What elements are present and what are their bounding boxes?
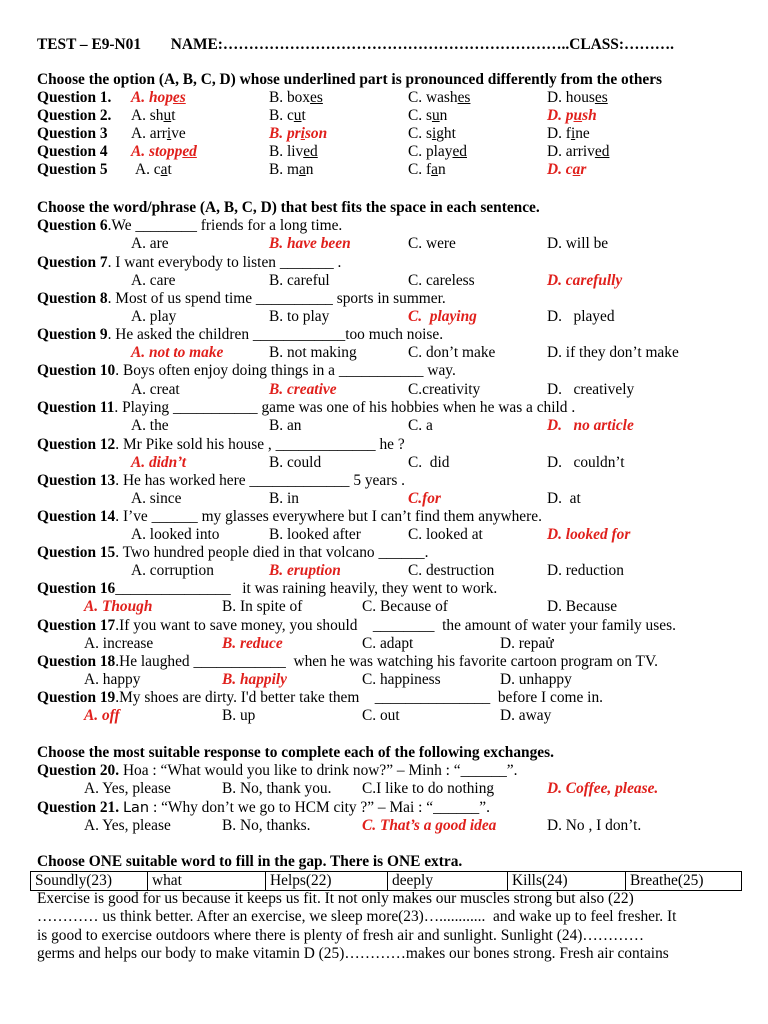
question-9: Question 9. He asked the children ____________too much noise. [37,326,444,343]
q15-option-d: D. reduction [547,562,624,579]
q3-option-c: C. sight [408,125,456,142]
q5-option-a: A. cat [135,161,172,178]
q21-option-b: B. No, thanks. [222,817,311,834]
q6-option-d: D. will be [547,235,609,252]
q6-option-c: C. were [408,235,456,252]
q1-option-c: C. washes [408,89,471,106]
word-box [30,871,742,891]
q3-option-b: B. prison [269,125,328,142]
q15-option-a: A. corruption [131,562,214,579]
test-code: TEST – E9-N01 [37,36,142,53]
q17-option-d: D. repaử [500,635,554,652]
q13-option-d: D. at [547,490,581,507]
q8-option-c: C. playing [408,308,477,325]
q2-option-c: C. sun [408,107,448,124]
q13-option-a: A. since [131,490,182,507]
q13-option-c: C.for [408,490,441,507]
word-box-cell: Helps(22) [266,872,388,891]
q7-option-a: A. care [131,272,176,289]
q20-option-a: A. Yes, please [84,780,171,797]
question-13: Question 13. He has worked here _____________ 5 years . [37,472,406,489]
question-11: Question 11. Playing ___________ game was one of his hobbies when he was a child . [37,399,576,416]
q16-option-d: D. Because [547,598,618,615]
word-box-cell: deeply [388,872,508,891]
q6-option-a: A. are [131,235,169,252]
q16-option-c: C. Because of [362,598,448,615]
passage-line: ………… us think better. After an exercise, we sleep more(23)…............ and wake up to feel fresher. It [37,908,677,926]
q8-option-b: B. to play [269,308,330,325]
q4-option-a: A. stopped [131,143,197,160]
q11-option-c: C. a [408,417,433,434]
q15-option-c: C. destruction [408,562,495,579]
q10-option-c: C.creativity [408,381,481,398]
section1-instruction: Choose the option (A, B, C, D) whose underlined part is pronounced differently from the others [37,71,663,88]
q9-option-c: C. don’t make [408,344,496,361]
q17-option-a: A. increase [84,635,154,652]
q9-option-b: B. not making [269,344,357,361]
q21-option-a: A. Yes, please [84,817,171,834]
q11-option-a: A. the [131,417,169,434]
q20-option-c: C.I like to do nothing [362,780,495,797]
q1-option-d: D. houses [547,89,608,106]
class-field: CLASS:………. [569,36,674,53]
q1-option-b: B. boxes [269,89,323,106]
q10-option-d: D. creatively [547,381,635,398]
q3-option-a: A. arrive [131,125,186,142]
question-14: Question 14. I’ve ______ my glasses everywhere but I can’t find them anywhere. [37,508,542,525]
q19-option-b: B. up [222,707,256,724]
question-3-label: Question 3 [37,125,108,142]
q2-option-a: A. shut [131,107,176,124]
q8-option-d: D. played [547,308,615,325]
q5-option-d: D. car [547,161,587,178]
q20-option-d: D. Coffee, please. [547,780,659,797]
question-15: Question 15. Two hundred people died in that volcano ______. [37,544,429,561]
question-20: Question 20. Hoa : “What would you like to drink now?” – Minh : “______”. [37,762,518,779]
q2-option-d: D. push [547,107,597,124]
q21-option-d: D. No , I don’t. [547,817,642,834]
q10-option-b: B. creative [269,381,337,398]
question-2-label: Question 2. [37,107,112,124]
q18-option-b: B. happily [222,671,287,688]
q13-option-b: B. in [269,490,299,507]
q18-option-d: D. unhappy [500,671,572,688]
question-6: Question 6.We ________ friends for a long time. [37,217,343,234]
name-field: NAME:………………………………………………………….. [170,36,570,53]
question-12: Question 12. Mr Pike sold his house , _____________ he ? [37,436,405,453]
test-header [37,36,674,54]
section2-instruction: Choose the word/phrase (A, B, C, D) that best fits the space in each sentence. [37,199,540,216]
q20-option-b: B. No, thank you. [222,780,332,797]
question-5-label: Question 5 [37,161,108,178]
q16-option-a: A. Though [84,598,153,615]
question-7: Question 7. I want everybody to listen _______ . [37,254,342,271]
q9-option-a: A. not to make [131,344,224,361]
q4-option-b: B. lived [269,143,318,160]
q7-option-c: C. careless [408,272,475,289]
q18-option-c: C. happiness [362,671,441,688]
q14-option-a: A. looked into [131,526,220,543]
q7-option-d: D. carefully [547,272,623,289]
q19-option-d: D. away [500,707,552,724]
section3-instruction: Choose the most suitable response to complete each of the following exchanges. [37,744,554,761]
q17-option-c: C. adapt [362,635,414,652]
passage-line: germs and helps our body to make vitamin D (25)…………makes our bones strong. Fresh air contains [37,945,669,963]
q4-option-c: C. played [408,143,467,160]
q6-option-b: B. have been [269,235,351,252]
q12-option-d: D. couldn’t [547,454,625,471]
question-16: Question 16_______________ it was raining heavily, they went to work. [37,580,498,597]
q8-option-a: A. play [131,308,177,325]
q4-option-d: D. arrived [547,143,610,160]
question-21: Question 21. Lan : “Why don’t we go to HCM city ?” – Mai : “______”. [37,799,490,816]
question-1-label: Question 1. [37,89,112,106]
q19-option-c: C. out [362,707,400,724]
question-4-label: Question 4 [37,143,108,160]
reading-passage [37,890,737,964]
q3-option-d: D. fine [547,125,590,142]
word-box-cell: what [148,872,266,891]
passage-line: is good to exercise outdoors where there is plenty of fresh air and sunlight. Sunlight (24)………… [37,926,644,944]
word-box-cell: Breathe(25) [626,872,742,891]
q2-option-b: B. cut [269,107,306,124]
q18-option-a: A. happy [84,671,141,688]
q12-option-a: A. didn’t [131,454,187,471]
question-8: Question 8. Most of us spend time __________ sports in summer. [37,290,446,307]
q12-option-b: B. could [269,454,322,471]
q10-option-a: A. creat [131,381,180,398]
question-19: Question 19.My shoes are dirty. I'd better take them _______________ before I come in. [37,689,603,706]
q11-option-d: D. no article [547,417,634,434]
question-18: Question 18.He laughed ____________ when he was watching his favorite cartoon program on TV. [37,653,658,670]
q17-option-b: B. reduce [222,635,283,652]
word-box-cell: Soundly(23) [31,872,148,891]
q14-option-d: D. looked for [547,526,631,543]
q7-option-b: B. careful [269,272,330,289]
q5-option-c: C. fan [408,161,446,178]
q16-option-b: B. In spite of [222,598,303,615]
q15-option-b: B. eruption [269,562,341,579]
passage-line: Exercise is good for us because it keeps us fit. It not only makes our muscles strong but also (22) [37,890,634,907]
question-10: Question 10. Boys often enjoy doing things in a ___________ way. [37,362,456,379]
q21-option-c: C. That’s a good idea [362,817,497,834]
q1-option-a: A. hopes [131,89,186,106]
question-17: Question 17.If you want to save money, you should ________ the amount of water your family uses. [37,617,676,634]
q5-option-b: B. man [269,161,314,178]
q14-option-b: B. looked after [269,526,361,543]
q11-option-b: B. an [269,417,302,434]
word-box-cell: Kills(24) [508,872,626,891]
q12-option-c: C. did [408,454,450,471]
q14-option-c: C. looked at [408,526,483,543]
q19-option-a: A. off [84,707,120,724]
q9-option-d: D. if they don’t make [547,344,679,361]
section4-instruction: Choose ONE suitable word to fill in the gap. There is ONE extra. [37,853,463,870]
